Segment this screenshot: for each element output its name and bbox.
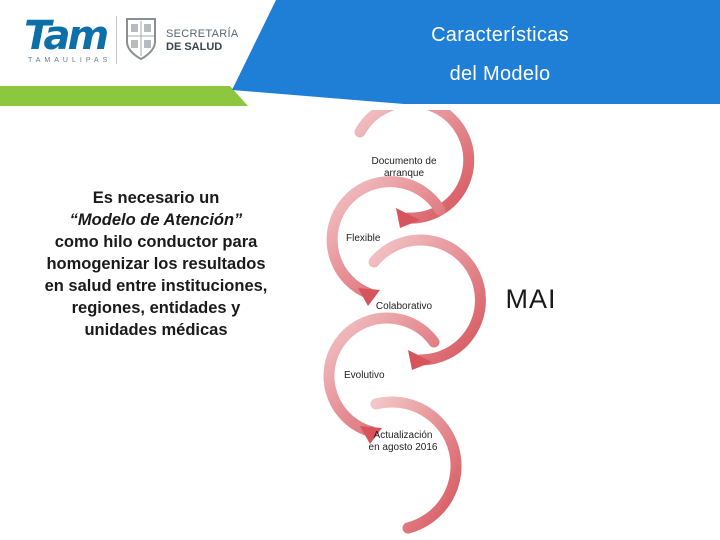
step-actualizacion-label: Actualización en agosto 2016 [368, 430, 438, 453]
intro-text [40, 187, 272, 341]
intro-line1: Es necesario un [92, 189, 220, 207]
secretaria-line2: DE SALUD [166, 41, 223, 53]
slide-title-line2: del Modelo [449, 63, 551, 85]
mai-label: MAI [505, 284, 557, 314]
logo-divider [116, 16, 117, 64]
step-flexible-label: Flexible [346, 233, 381, 244]
intro-line2: “Modelo de Atención” [69, 211, 243, 229]
blue-title-banner [232, 0, 720, 104]
tamaulipas-logo [20, 12, 250, 70]
step-colaborativo-label: Colaborativo [375, 301, 433, 312]
step-documento-label: Documento de arranque [371, 156, 437, 179]
state-shield-icon [124, 16, 158, 62]
green-accent-bar [0, 86, 248, 106]
slide-title-line1: Características [431, 24, 569, 46]
brand-subtitle: TAMAULIPAS [28, 57, 112, 64]
step-evolutivo-label: Evolutivo [344, 370, 385, 381]
cycle-arrow-5 [376, 402, 456, 528]
secretaria-line1: SECRETARÍA [166, 28, 239, 40]
brand-word: Tam [24, 13, 107, 59]
intro-line3: como hilo conductor para homogenizar los resultados en salud entre instituciones, regiones, entidades y unidades médicas [44, 233, 268, 339]
